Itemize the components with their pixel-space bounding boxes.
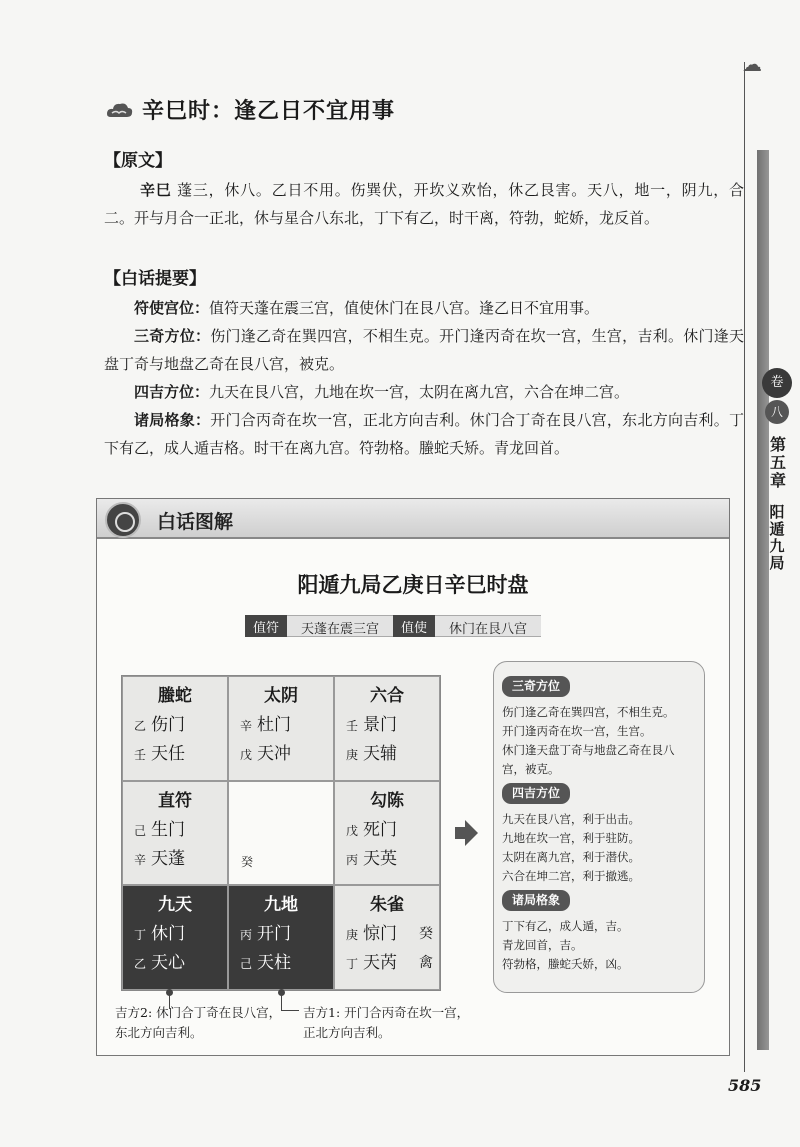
volume-number-badge: 八 bbox=[765, 400, 789, 424]
center-stem: 癸 bbox=[241, 855, 254, 870]
summary-line: 伤门逢乙奇在巽四宫，不相生克。 bbox=[502, 705, 675, 719]
palace-extra-star: 禽 bbox=[419, 955, 433, 972]
palace-door: 伤门 bbox=[151, 715, 185, 735]
palace-door: 休门 bbox=[151, 924, 185, 945]
summary-line: 青龙回首，吉。 bbox=[502, 938, 583, 952]
figure-panel bbox=[96, 498, 730, 1056]
center-palace-cell bbox=[228, 781, 334, 886]
palace-cell bbox=[228, 885, 334, 990]
palace-god: 直符 bbox=[158, 790, 192, 811]
baihua-item-label: 四吉方位： bbox=[134, 383, 210, 401]
palace-door: 杜门 bbox=[257, 715, 291, 735]
summary-line: 九地在坎一宫，利于驻防。 bbox=[502, 831, 640, 845]
figure-header-label: 白话图解 bbox=[157, 511, 234, 533]
zhifu-label: 值符 bbox=[245, 615, 287, 637]
palace-star: 天任 bbox=[151, 744, 185, 764]
palace-stem: 戊 bbox=[345, 823, 358, 838]
palace-god: 九地 bbox=[264, 895, 298, 916]
palace-stem: 壬 bbox=[133, 748, 146, 762]
callout-right: 吉方1: 开门合丙奇在坎一宫，正北方向吉利。 bbox=[303, 1005, 470, 1040]
palace-god: 九天 bbox=[158, 895, 192, 916]
baihua-item bbox=[104, 378, 744, 406]
palace-cell bbox=[122, 676, 228, 781]
palace-star: 天冲 bbox=[257, 744, 291, 764]
palace-star: 天英 bbox=[363, 848, 397, 869]
baihua-item-text: 九天在艮八宫，九地在坎一宫，太阴在离九宫，六合在坤二宫。 bbox=[209, 383, 630, 401]
palace-star: 天柱 bbox=[257, 953, 291, 974]
medallion-icon bbox=[105, 502, 141, 538]
zhishi-label: 值使 bbox=[393, 615, 435, 637]
palace-stem: 庚 bbox=[345, 748, 358, 762]
palace-door: 惊门 bbox=[363, 924, 397, 945]
cloud-ornament-icon: ☁ bbox=[742, 52, 762, 76]
palace-door: 死门 bbox=[363, 819, 397, 840]
arrow-right-icon bbox=[453, 819, 479, 847]
palace-door: 生门 bbox=[151, 819, 185, 840]
part-label: 阳遁九局 bbox=[767, 504, 786, 572]
palace-cell bbox=[228, 676, 334, 781]
figure-header bbox=[97, 499, 729, 539]
palace-stem: 丙 bbox=[239, 928, 252, 943]
baihua-item-text: 伤门逢乙奇在巽四宫，不相生克。开门逢丙奇在坎一宫，生宫，吉利。休门逢天盘丁奇与地盘乙奇在艮八宫，被克。 bbox=[104, 327, 744, 373]
summary-line: 开门逢丙奇在坎一宫，生宫。 bbox=[502, 724, 652, 738]
palace-cell bbox=[334, 781, 440, 886]
baihua-item-text: 开门合丙奇在坎一宫，正北方向吉利。休门合丁奇在艮八宫，东北方向吉利。丁下有乙，成人遁吉格。时干在离九宫。符勃格。螣蛇夭矫。青龙回首。 bbox=[104, 411, 744, 457]
palace-stem: 丙 bbox=[345, 852, 358, 867]
callout-line bbox=[281, 1010, 299, 1011]
palace-cell bbox=[122, 781, 228, 886]
baihua-item-text: 值符天蓬在震三宫，值使休门在艮八宫。逢乙日不宜用事。 bbox=[209, 299, 600, 317]
summary-line: 符勃格，螣蛇夭娇，凶。 bbox=[502, 957, 629, 971]
zhifu-zhishi-tags bbox=[245, 615, 541, 637]
page-title: 辛巳时：逢乙日不宜用事 bbox=[142, 99, 396, 124]
palace-stem: 乙 bbox=[133, 957, 146, 972]
summary-line: 九天在艮八宫，利于出击。 bbox=[502, 812, 640, 826]
summary-panel bbox=[493, 661, 705, 993]
zhishi-value: 休门在艮八宫 bbox=[435, 615, 541, 637]
geju-pill: 诸局格象 bbox=[502, 890, 570, 911]
summary-line: 休门逢天盘丁奇与地盘乙奇在艮八宫，被克。 bbox=[502, 743, 675, 776]
palace-stem: 戊 bbox=[239, 748, 252, 762]
palace-extra-stem: 癸 bbox=[419, 926, 433, 943]
zhifu-value: 天蓬在震三宫 bbox=[287, 615, 393, 637]
baihua-item-label: 符使宫位： bbox=[134, 299, 210, 317]
page-number: 585 bbox=[728, 1076, 762, 1095]
palace-stem: 丁 bbox=[345, 957, 358, 972]
baihua-item-label: 诸局格象： bbox=[134, 411, 211, 429]
yuanwen-lead: 辛巳 bbox=[140, 181, 172, 199]
page-edge-band bbox=[757, 150, 769, 1050]
chapter-sidebar bbox=[760, 368, 794, 572]
palace-door: 景门 bbox=[363, 715, 397, 735]
palace-cell bbox=[122, 885, 228, 990]
palace-cell bbox=[334, 676, 440, 781]
palace-god: 勾陈 bbox=[370, 790, 404, 811]
yuanwen-paragraph bbox=[104, 176, 744, 232]
yuanwen-text: 蓬三，休八。乙日不用。伤巽伏，开坎义欢怡，休乙艮害。天八，地一，阴九，合二。开与月合一正北，休与星合八东北，丁下有乙，时干离，符勃，蛇娇，龙反首。 bbox=[104, 181, 744, 227]
palace-god: 朱雀 bbox=[370, 895, 404, 916]
nine-palace-grid bbox=[121, 675, 441, 991]
chapter-label: 第五章 bbox=[767, 436, 787, 490]
palace-cell bbox=[334, 885, 440, 990]
palace-stem: 丁 bbox=[133, 928, 146, 943]
palace-god: 螣蛇 bbox=[158, 686, 192, 706]
baihua-item bbox=[104, 294, 744, 322]
palace-stem: 辛 bbox=[133, 852, 146, 867]
baihua-item bbox=[104, 406, 744, 462]
palace-door: 开门 bbox=[257, 924, 291, 945]
palace-star: 天辅 bbox=[363, 744, 397, 764]
siji-pill: 四吉方位 bbox=[502, 783, 570, 804]
palace-stem: 乙 bbox=[133, 719, 146, 733]
palace-stem: 壬 bbox=[345, 719, 358, 733]
page-border bbox=[744, 62, 745, 1072]
palace-star: 天蓬 bbox=[151, 848, 185, 869]
title-row bbox=[104, 94, 395, 125]
palace-god: 太阴 bbox=[264, 686, 298, 706]
baihua-item-label: 三奇方位： bbox=[134, 327, 211, 345]
callout-left: 吉方2: 休门合丁奇在艮八宫，东北方向吉利。 bbox=[115, 1005, 282, 1040]
palace-god: 六合 bbox=[370, 686, 404, 706]
baihua-heading: 【白话提要】 bbox=[104, 269, 206, 289]
baihua-item bbox=[104, 322, 744, 378]
yuanwen-heading: 【原文】 bbox=[104, 151, 172, 171]
palace-stem: 庚 bbox=[345, 928, 358, 943]
palace-stem: 己 bbox=[133, 823, 146, 838]
sanqi-pill: 三奇方位 bbox=[502, 676, 570, 697]
palace-stem: 辛 bbox=[239, 719, 252, 733]
chart-title: 阳遁九局乙庚日辛巳时盘 bbox=[297, 573, 529, 597]
summary-line: 丁下有乙，成人遁，吉。 bbox=[502, 919, 629, 933]
palace-star: 天心 bbox=[151, 953, 185, 974]
cloud-icon bbox=[104, 99, 134, 121]
summary-line: 六合在坤二宫，利于撤逃。 bbox=[502, 869, 640, 883]
callout-line bbox=[281, 993, 282, 1011]
summary-line: 太阴在离九宫，利于潜伏。 bbox=[502, 850, 640, 864]
palace-star: 天芮 bbox=[363, 953, 397, 974]
volume-badge: 卷 bbox=[762, 368, 792, 398]
palace-stem: 己 bbox=[239, 957, 252, 972]
